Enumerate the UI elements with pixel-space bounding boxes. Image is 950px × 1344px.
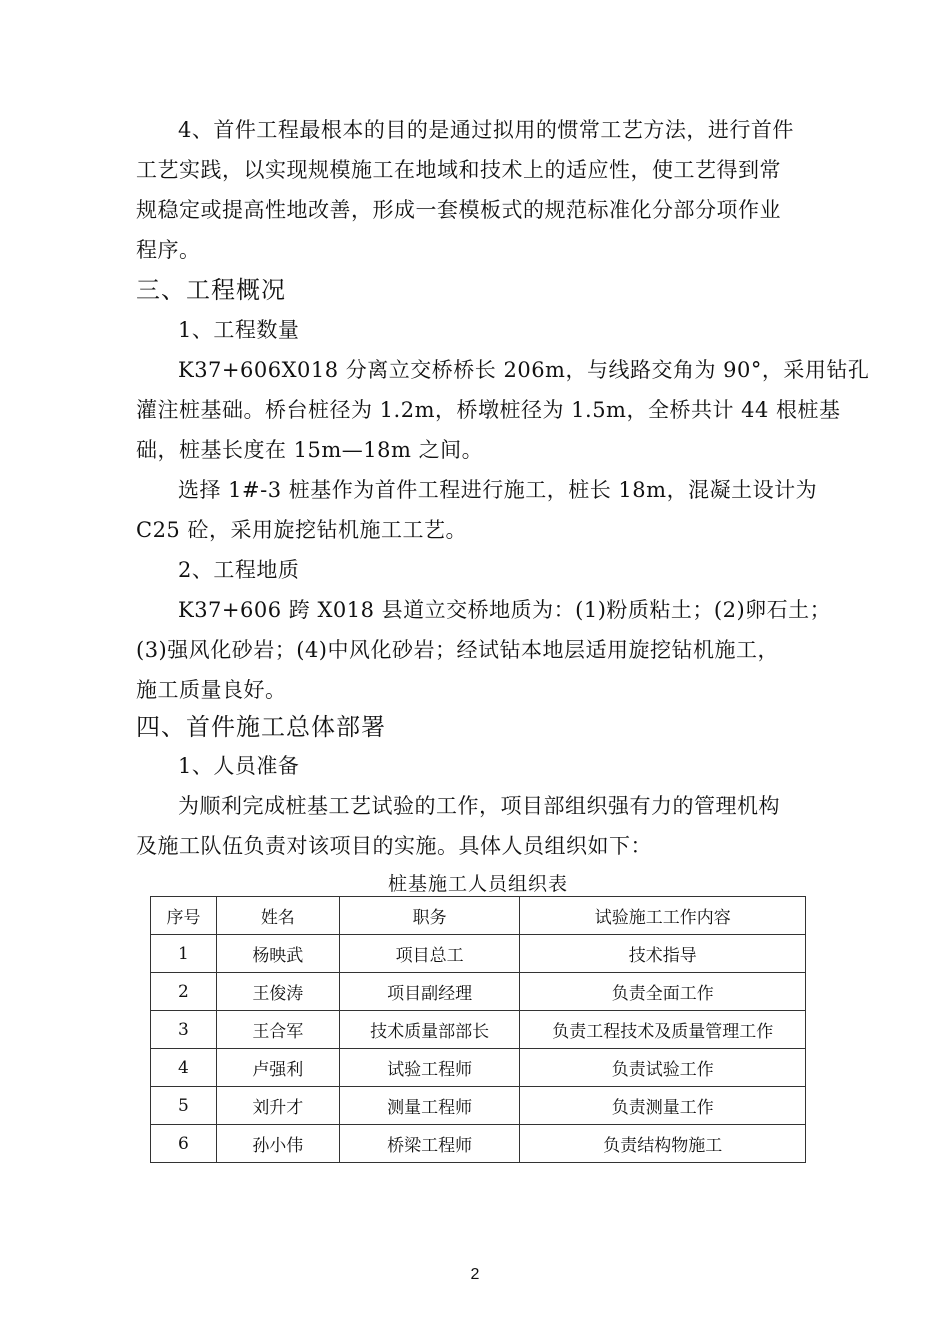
table-cell: 5: [151, 1087, 217, 1125]
table-row: [151, 1011, 806, 1049]
section-heading: 三、工程概况: [136, 276, 286, 304]
column-header: 序号: [151, 897, 217, 935]
paragraph-line: C25 砼，采用旋挖钻机施工工艺。: [136, 518, 467, 542]
paragraph-line: 规稳定或提高性地改善，形成一套模板式的规范标准化分部分项作业: [136, 198, 781, 222]
table-header-row: [151, 897, 806, 935]
table-cell: 4: [151, 1049, 217, 1087]
table-cell: 负责结构物施工: [520, 1125, 806, 1163]
paragraph-line: 选择 1#-3 桩基作为首件工程进行施工，桩长 18m，混凝土设计为: [178, 478, 818, 502]
table-cell: 项目副经理: [339, 973, 520, 1011]
table-cell: 桥梁工程师: [339, 1125, 520, 1163]
paragraph-line: (3)强风化砂岩；(4)中风化砂岩；经试钻本地层适用旋挖钻机施工，: [136, 638, 779, 662]
paragraph-line: 4、首件工程最根本的目的是通过拟用的惯常工艺方法，进行首件: [178, 118, 794, 142]
page-number: 2: [470, 1266, 480, 1283]
paragraph-line: K37+606 跨 X018 县道立交桥地质为：(1)粉质粘土；(2)卵石土；: [178, 598, 832, 622]
table-cell: 技术质量部部长: [339, 1011, 520, 1049]
table-cell: 孙小伟: [216, 1125, 339, 1163]
paragraph-line: 灌注桩基础。桥台桩径为 1.2m，桥墩桩径为 1.5m，全桥共计 44 根桩基: [136, 398, 841, 422]
section-heading: 四、首件施工总体部署: [136, 713, 386, 741]
paragraph-line: 程序。: [136, 238, 201, 262]
table-cell: 项目总工: [339, 935, 520, 973]
table-row: [151, 1087, 806, 1125]
table-cell: 刘升才: [216, 1087, 339, 1125]
table-row: [151, 1049, 806, 1087]
table-row: [151, 1125, 806, 1163]
table-cell: 王合军: [216, 1011, 339, 1049]
subsection-heading: 1、人员准备: [178, 754, 300, 778]
paragraph-line: 施工质量良好。: [136, 678, 287, 702]
table-cell: 负责测量工作: [520, 1087, 806, 1125]
subsection-heading: 2、工程地质: [178, 558, 300, 582]
subsection-heading: 1、工程数量: [178, 318, 300, 342]
column-header: 姓名: [216, 897, 339, 935]
table-cell: 2: [151, 973, 217, 1011]
paragraph-line: 础，桩基长度在 15m—18m 之间。: [136, 438, 484, 462]
table-cell: 测量工程师: [339, 1087, 520, 1125]
table-caption: 桩基施工人员组织表: [387, 873, 568, 895]
table-cell: 王俊涛: [216, 973, 339, 1011]
table-cell: 杨映武: [216, 935, 339, 973]
table-row: [151, 973, 806, 1011]
paragraph-line: 为顺利完成桩基工艺试验的工作，项目部组织强有力的管理机构: [178, 794, 780, 818]
table-cell: 负责全面工作: [520, 973, 806, 1011]
paragraph-line: 及施工队伍负责对该项目的实施。具体人员组织如下：: [136, 834, 652, 858]
table-cell: 试验工程师: [339, 1049, 520, 1087]
column-header: 职务: [339, 897, 520, 935]
paragraph-line: 工艺实践，以实现规模施工在地域和技术上的适应性，使工艺得到常: [136, 158, 781, 182]
table-cell: 6: [151, 1125, 217, 1163]
table-cell: 3: [151, 1011, 217, 1049]
table-cell: 卢强利: [216, 1049, 339, 1087]
column-header: 试验施工工作内容: [520, 897, 806, 935]
staff-table: [150, 896, 806, 1163]
paragraph-line: K37+606X018 分离立交桥桥长 206m，与线路交角为 90°，采用钻孔: [178, 358, 870, 382]
table-cell: 负责工程技术及质量管理工作: [520, 1011, 806, 1049]
table-row: [151, 935, 806, 973]
table-cell: 技术指导: [520, 935, 806, 973]
table-cell: 负责试验工作: [520, 1049, 806, 1087]
table-cell: 1: [151, 935, 217, 973]
